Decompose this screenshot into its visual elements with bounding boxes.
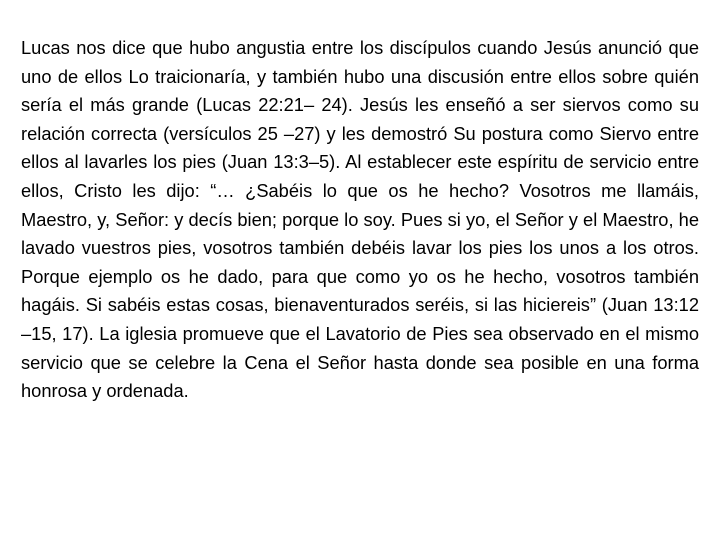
- body-paragraph: Lucas nos dice que hubo angustia entre los discípulos cuando Jesús anunció que uno de ellos Lo traicionaría, y también hubo una discusión entre ellos sobre quién sería el más grande (Lucas 22:21– 24). Jesús les enseñó a ser siervos como su relación correcta (versículos 25 –27) y les demostró Su postura como Siervo entre ellos al lavarles los pies (Juan 13:3–5). Al establecer este espíritu de servicio entre ellos, Cristo les dijo: “… ¿Sabéis lo que os he hecho? Vosotros me llamáis, Maestro, y, Señor: y decís bien; porque lo soy. Pues si yo, el Señor y el Maestro, he lavado vuestros pies, vosotros también debéis lavar los pies los unos a los otros. Porque ejemplo os he dado, para que como yo os he hecho, vosotros también hagáis. Si sabéis estas cosas, bienaventurados seréis, si las hiciereis” (Juan 13:12 –15, 17). La iglesia promueve que el Lavatorio de Pies sea observado en el mismo servicio que se celebre la Cena el Señor hasta donde sea posible en una forma honrosa y ordenada.: [21, 37, 699, 402]
